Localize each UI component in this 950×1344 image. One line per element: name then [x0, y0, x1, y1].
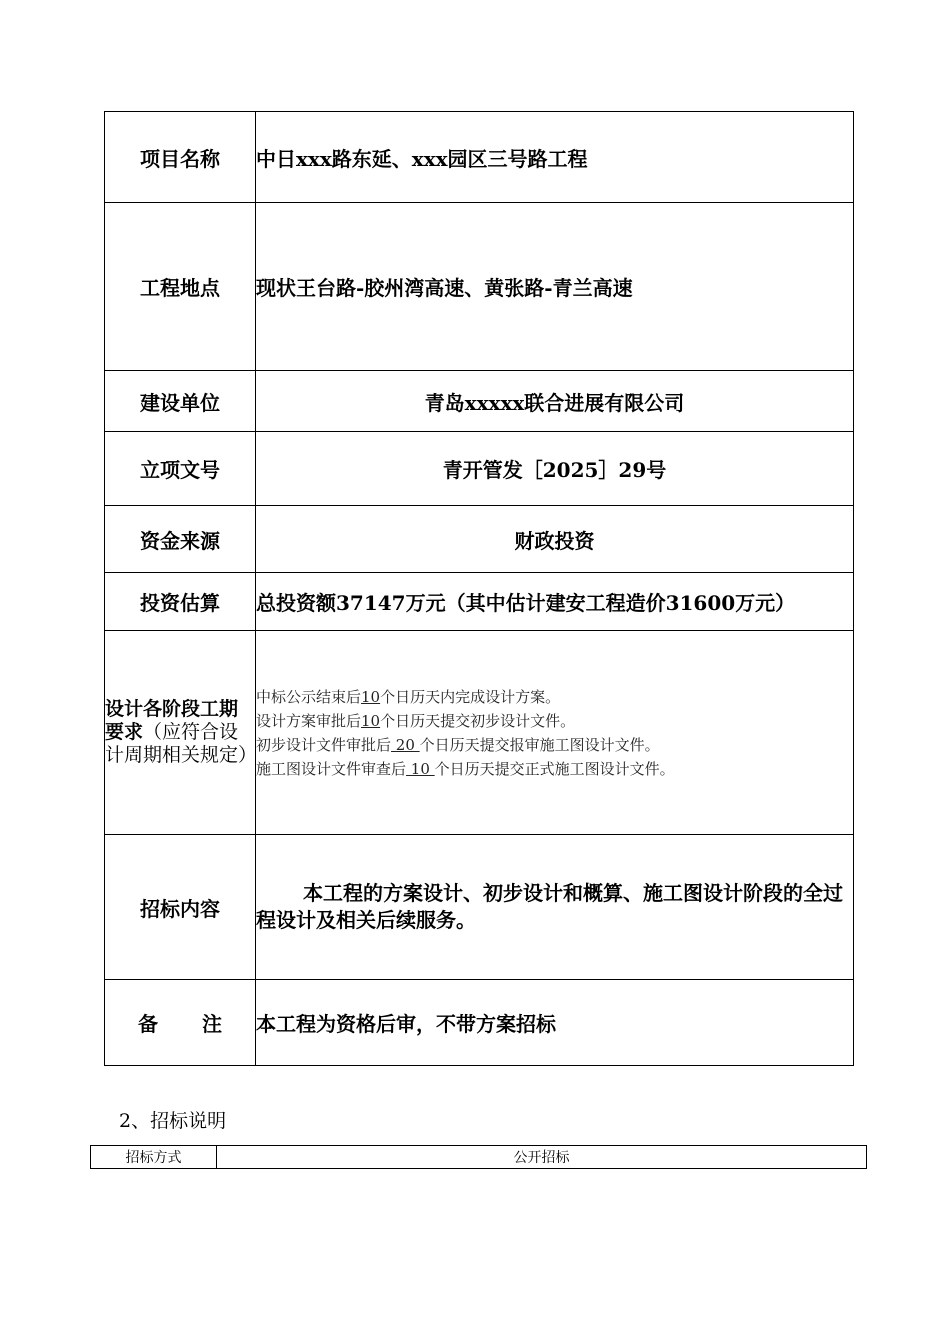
- tender-method-table: [90, 1145, 867, 1169]
- period-line-4: [256, 757, 853, 781]
- period-text: 个日历天内完成设计方案。: [380, 687, 561, 706]
- period-text: 个日历天提交正式施工图设计文件。: [434, 759, 675, 778]
- period-text: 初步设计文件审批后: [256, 735, 392, 754]
- project-info-table: [104, 111, 854, 1066]
- owner-label: 建设单位: [105, 371, 256, 432]
- period-line-1: [256, 685, 853, 709]
- period-days: 10: [361, 711, 381, 730]
- remark-label-part2: 注: [202, 1012, 222, 1036]
- period-text: 施工图设计文件审查后: [256, 759, 407, 778]
- row-investment: [105, 573, 854, 631]
- row-tender-method: [91, 1146, 867, 1169]
- row-scope: [105, 835, 854, 980]
- tender-method-value: 公开招标: [217, 1146, 867, 1169]
- scope-cell: [256, 835, 854, 980]
- period-text: 个日历天提交初步设计文件。: [380, 711, 576, 730]
- owner-value: 青岛xxxxx联合进展有限公司: [256, 371, 854, 432]
- remark-label-part1: 备: [138, 1012, 158, 1036]
- site-label: 工程地点: [105, 203, 256, 371]
- approval-value: 青开管发［2025］29号: [256, 432, 854, 506]
- period-text: 设计方案审批后: [256, 711, 362, 730]
- scope-value: 本工程的方案设计、初步设计和概算、施工图设计阶段的全过程设计及相关后续服务。: [256, 881, 843, 932]
- period-label: [105, 631, 256, 835]
- investment-label: 投资估算: [105, 573, 256, 631]
- investment-value: 总投资额37147万元（其中估计建安工程造价31600万元）: [256, 573, 854, 631]
- row-period: [105, 631, 854, 835]
- remark-label: [105, 980, 256, 1066]
- site-value: 现状王台路-胶州湾高速、黄张路-青兰高速: [256, 203, 854, 371]
- period-text: 个日历天提交报审施工图设计文件。: [419, 735, 660, 754]
- period-days: 20: [391, 735, 420, 754]
- period-list: [256, 631, 854, 835]
- project-name-value: 中日xxx路东延、xxx园区三号路工程: [256, 112, 854, 203]
- row-owner: [105, 371, 854, 432]
- fund-label: 资金来源: [105, 506, 256, 573]
- row-fund: [105, 506, 854, 573]
- tender-method-label: 招标方式: [91, 1146, 217, 1169]
- period-label-bold: 设计各阶段工期要求: [105, 698, 239, 743]
- approval-label: 立项文号: [105, 432, 256, 506]
- project-name-label: 项目名称: [105, 112, 256, 203]
- row-project-name: [105, 112, 854, 203]
- row-site: [105, 203, 854, 371]
- period-days: 10: [361, 687, 381, 706]
- row-approval: [105, 432, 854, 506]
- row-remark: [105, 980, 854, 1066]
- remark-value: 本工程为资格后审，不带方案招标: [256, 980, 854, 1066]
- period-label-normal: （应符合设计周期相关规定）: [105, 721, 258, 766]
- period-line-2: [256, 709, 853, 733]
- period-line-3: [256, 733, 853, 757]
- section-heading: 2、招标说明: [119, 1110, 227, 1132]
- fund-value: 财政投资: [256, 506, 854, 573]
- period-days: 10: [406, 759, 435, 778]
- period-text: 中标公示结束后: [256, 687, 362, 706]
- scope-label: 招标内容: [105, 835, 256, 980]
